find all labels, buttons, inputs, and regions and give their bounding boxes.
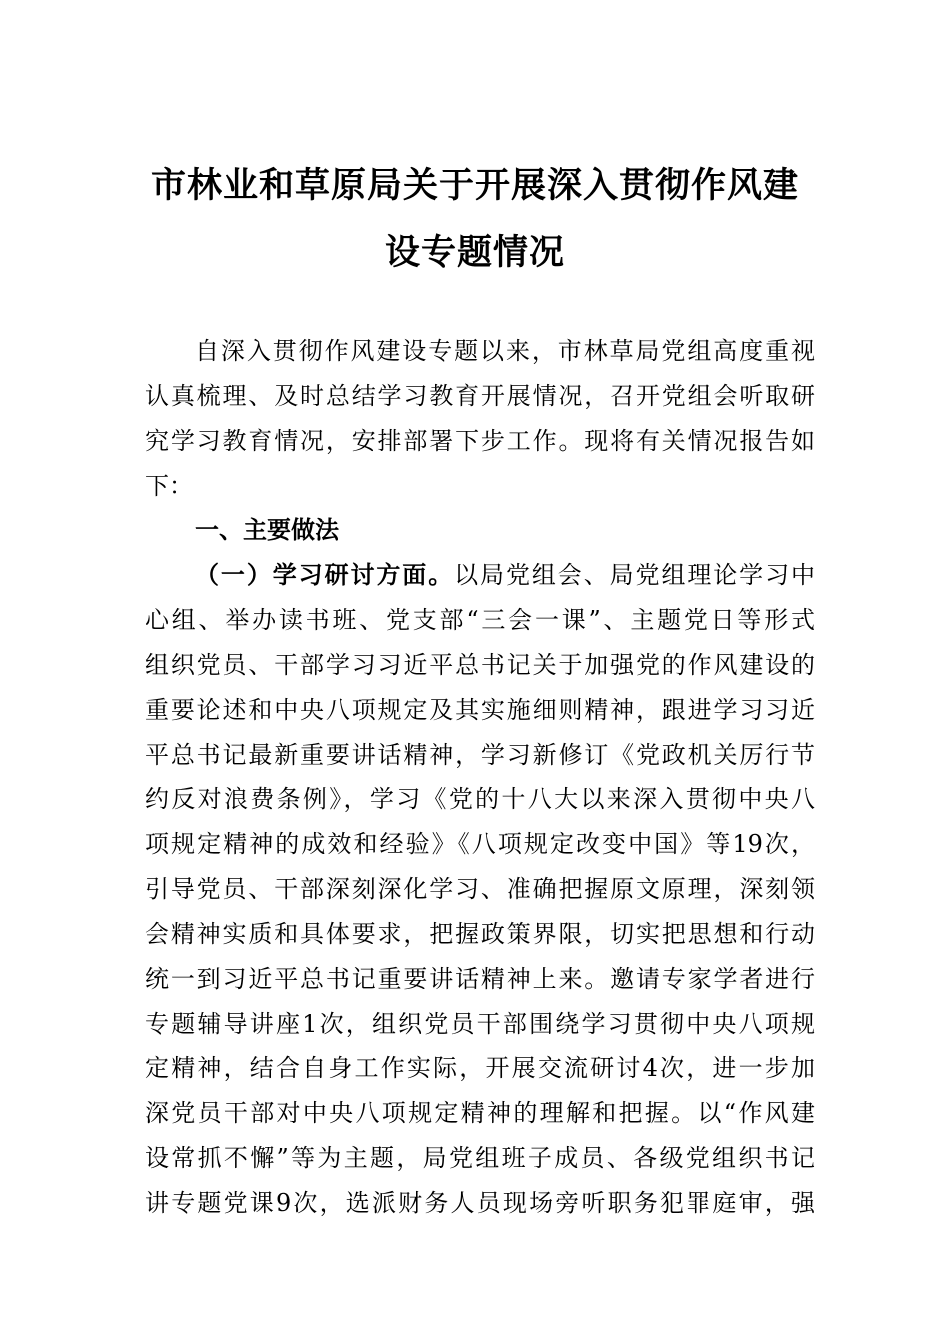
subsection-first-line-text: 以局党组会、局党组理论学习中 — [454, 561, 816, 589]
body-line: 定精神，结合自身工作实际，开展交流研讨4次，进一步加 — [145, 1054, 815, 1082]
body-line: 心组、举办读书班、党支部“三会一课”、主题党日等形式 — [145, 606, 815, 634]
document-title-line-1: 市林业和草原局关于开展深入贯彻作风建 — [150, 165, 799, 206]
body-line: 组织党员、干部学习习近平总书记关于加强党的作风建设的 — [145, 651, 815, 679]
body-line: 项规定精神的成效和经验》《八项规定改变中国》等19次， — [145, 830, 815, 858]
body-line: 平总书记最新重要讲话精神，学习新修订《党政机关厉行节 — [145, 741, 815, 769]
body-line: 讲专题党课9次，选派财务人员现场旁听职务犯罪庭审，强 — [145, 1189, 815, 1217]
body-line: 专题辅导讲座1次，组织党员干部围绕学习贯彻中央八项规 — [145, 1010, 815, 1038]
section-heading-1: 一、主要做法 — [195, 516, 339, 544]
intro-line-1: 自深入贯彻作风建设专题以来，市林草局党组高度重视 — [195, 337, 815, 365]
body-line: 引导党员、干部深刻深化学习、准确把握原文原理，深刻领 — [145, 875, 815, 903]
body-line: 深党员干部对中央八项规定精神的理解和把握。以“作风建 — [145, 1099, 815, 1127]
document-title-line-2: 设专题情况 — [384, 232, 565, 273]
body-line: 统一到习近平总书记重要讲话精神上来。邀请专家学者进行 — [145, 965, 815, 993]
subsection-first-line — [195, 560, 815, 590]
body-line: 重要论述和中央八项规定及其实施细则精神，跟进学习习近 — [145, 696, 815, 724]
body-line: 设常抓不懈”等为主题，局党组班子成员、各级党组织书记 — [145, 1144, 815, 1172]
subsection-label: （一）学习研讨方面。 — [195, 560, 455, 589]
intro-line-4: 下： — [145, 472, 193, 500]
body-line: 会精神实质和具体要求，把握政策界限，切实把思想和行动 — [145, 920, 815, 948]
intro-line-3: 究学习教育情况，安排部署下步工作。现将有关情况报告如 — [145, 427, 815, 455]
intro-line-2: 认真梳理、及时总结学习教育开展情况，召开党组会听取研 — [145, 382, 815, 410]
body-line: 约反对浪费条例》，学习《党的十八大以来深入贯彻中央八 — [145, 785, 815, 813]
